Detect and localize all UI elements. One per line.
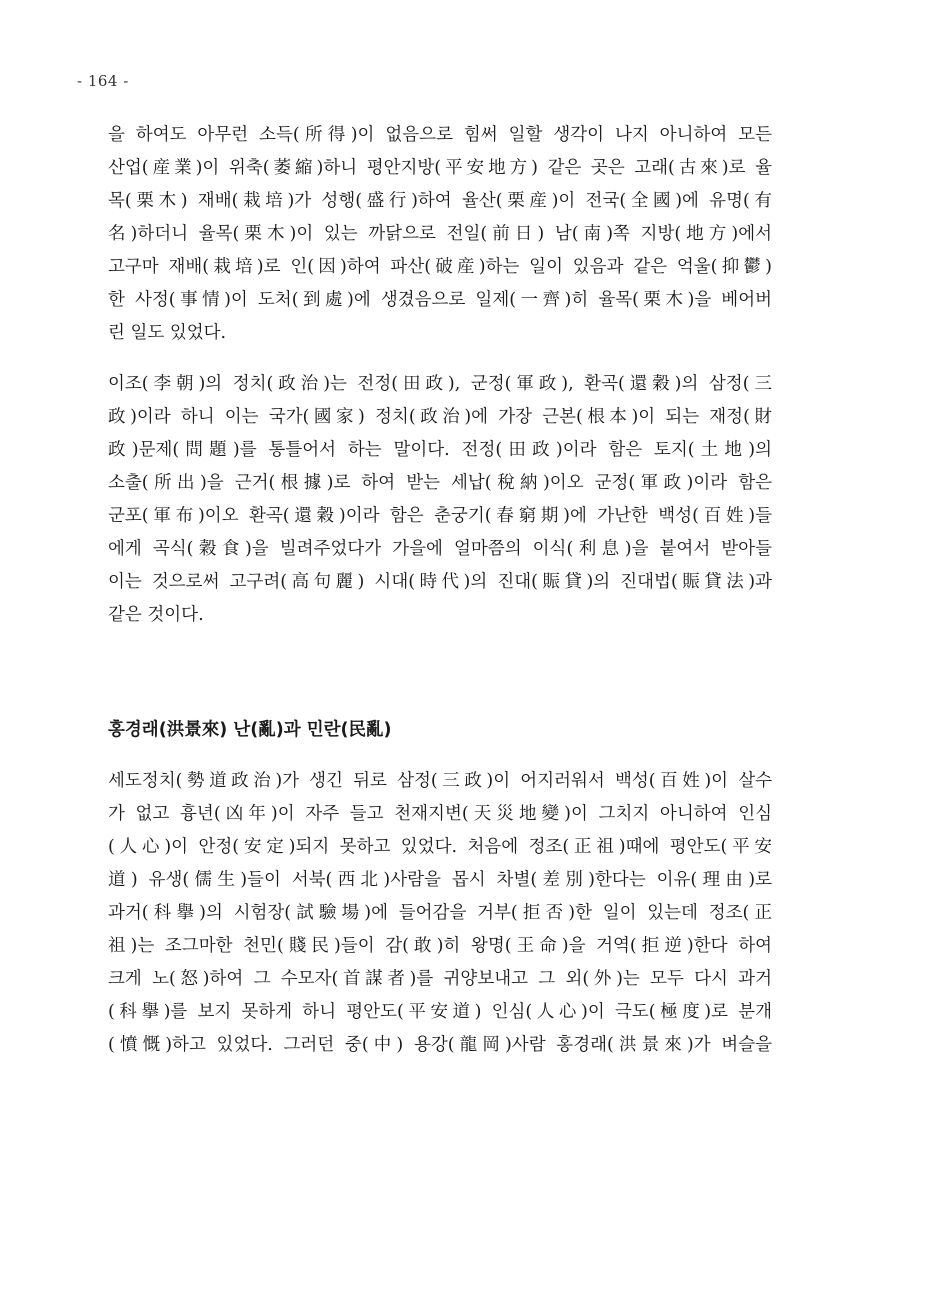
paragraph-1 — [108, 119, 772, 350]
section-heading: 홍경래(洪景來) 난(亂)과 민란(民亂) — [108, 720, 392, 740]
text-line: 政)문제(問題)를 통틀어서 하는 말이다. 전정(田政)이라 함은 토지(土地)의 — [108, 440, 772, 460]
text-line: 이조(李朝)의 정치(政治)는 전정(田政), 군정(軍政), 환곡(還穀)의 삼정(三 — [108, 374, 772, 394]
text-line: (憤慨)하고 있었다. 그러던 중(中) 용강(龍岡)사람 홍경래(洪景來)가 벼슬을 — [108, 1035, 772, 1055]
text-line: 에게 곡식(穀食)을 빌려주었다가 가을에 얼마쯤의 이식(利息)을 붙여서 받아들 — [108, 539, 772, 559]
page-number: - 164 - — [77, 72, 129, 90]
text-line: 이는 것으로써 고구려(高句麗) 시대(時代)의 진대(賑貸)의 진대법(賑貸法)과 — [108, 572, 772, 592]
text-line: 같은 것이다. — [108, 605, 204, 625]
paragraph-2 — [108, 368, 772, 632]
text-line: 소출(所出)을 근거(根據)로 하여 받는 세납(稅納)이오 군정(軍政)이라 함은 — [108, 473, 772, 493]
text-line: (科擧)를 보지 못하게 하니 평안도(平安道) 인심(人心)이 극도(極度)로 분개 — [108, 1002, 772, 1022]
text-line: 한 사정(事情)이 도처(到處)에 생겼음으로 일제(一齊)히 율목(栗木)을 베어버 — [108, 290, 772, 310]
text-line: 과거(科擧)의 시험장(試驗場)에 들어감을 거부(拒否)한 일이 있는데 정조(正 — [108, 903, 772, 923]
text-line: 가 없고 흉년(凶年)이 자주 들고 천재지변(天災地變)이 그치지 아니하여 인심 — [108, 804, 772, 824]
paragraph-3 — [108, 765, 772, 1062]
text-line: 린 일도 있었다. — [108, 323, 227, 343]
text-line: 산업(産業)이 위축(萎縮)하니 평안지방(平安地方) 같은 곳은 고래(古來)로 율 — [108, 158, 772, 178]
text-line: 을 하여도 아무런 소득(所得)이 없음으로 힘써 일할 생각이 나지 아니하여 모든 — [108, 125, 772, 145]
text-line: 고구마 재배(栽培)로 인(因)하여 파산(破産)하는 일이 있음과 같은 억울(抑鬱) — [108, 257, 772, 277]
text-line: (人心)이 안정(安定)되지 못하고 있었다. 처음에 정조(正祖)때에 평안도(平安 — [108, 837, 772, 857]
text-line: 祖)는 조그마한 천민(賤民)들이 감(敢)히 왕명(王命)을 거역(拒逆)한다 하여 — [108, 936, 772, 956]
document-body — [108, 119, 772, 1080]
text-line: 政)이라 하니 이는 국가(國家) 정치(政治)에 가장 근본(根本)이 되는 재정(財 — [108, 407, 772, 427]
text-line: 목(栗木) 재배(栽培)가 성행(盛行)하여 율산(栗産)이 전국(全國)에 유명(有 — [108, 191, 772, 211]
text-line: 道) 유생(儒生)들이 서북(西北)사람을 몹시 차별(差別)한다는 이유(理由)로 — [108, 870, 772, 890]
text-line: 크게 노(怒)하여 그 수모자(首謀者)를 귀양보내고 그 외(外)는 모두 다시 과거 — [108, 969, 772, 989]
text-line: 名)하더니 율목(栗木)이 있는 까닭으로 전일(前日) 남(南)쪽 지방(地方)에서 — [108, 224, 772, 244]
text-line: 군포(軍布)이오 환곡(還穀)이라 함은 춘궁기(春窮期)에 가난한 백성(百姓)들 — [108, 506, 772, 526]
text-line: 세도정치(勢道政治)가 생긴 뒤로 삼정(三政)이 어지러워서 백성(百姓)이 살수 — [108, 771, 772, 791]
